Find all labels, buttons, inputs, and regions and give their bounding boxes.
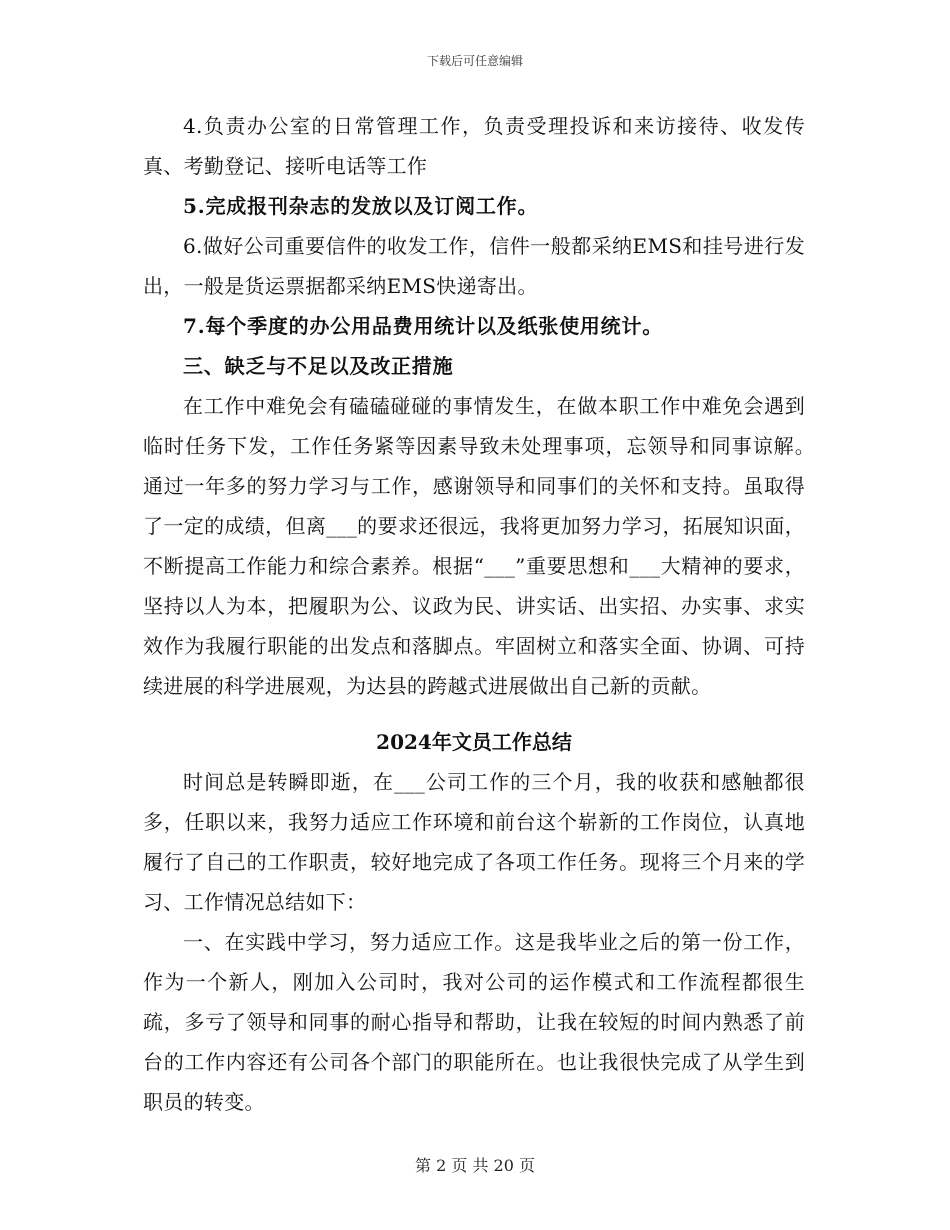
paragraph-item-7: 7.每个季度的办公用品费用统计以及纸张使用统计。	[183, 314, 664, 338]
document-body	[143, 106, 826, 1122]
paragraph-shortcomings-body: 在工作中难免会有磕磕碰碰的事情发生，在做本职工作中难免会遇到临时任务下发，工作任务紧等因素导致未处理事项，忘领导和同事谅解。 通过一年多的努力学习与工作，感谢领导和同事们的关怀和支持。虽取得了一定的成绩，但离___的要求还很远，我将更加努力学习，拓展知识面，不断提高工作能力和综合素养。根据“___”重要思想和___大精神的要求，坚持以人为本，把履职为公、议政为民、讲实话、出实招、办实事、求实效作为我履行职能的出发点和落脚点。牢固树立和落实全面、协调、可持续进展的科学进展观，为达县的跨越式进展做出自己新的贡献。	[143, 394, 826, 698]
paragraph-item-6: 6.做好公司重要信件的收发工作，信件一般都采纳EMS和挂号进行发出，一般是货运票据都采纳EMS快递寄出。	[143, 234, 805, 298]
page-header-note: 下载后可任意编辑	[426, 54, 523, 68]
paragraph-item-4: 4.负责办公室的日常管理工作，负责受理投诉和来访接待、收发传真、考勤登记、接听电话等工作	[143, 114, 805, 178]
page-number-footer: 第 2 页 共 20 页	[415, 1156, 535, 1175]
paragraph-summary-intro: 时间总是转瞬即逝，在___公司工作的三个月，我的收获和感触都很多，任职以来，我努力适应工作环境和前台这个崭新的工作岗位，认真地履行了自己的工作职责，较好地完成了各项工作任务。现将三个月来的学习、工作情况总结如下：	[143, 770, 805, 914]
paragraph-summary-part-1: 一、在实践中学习，努力适应工作。这是我毕业之后的第一份工作，作为一个新人，刚加入公司时，我对公司的运作模式和工作流程都很生疏，多亏了领导和同事的耐心指导和帮助，让我在较短的时间内熟悉了前台的工作内容还有公司各个部门的职能所在。也让我很快完成了从学生到职员的转变。	[143, 930, 805, 1114]
section-heading-shortcomings: 三、缺乏与不足以及改正措施	[183, 354, 454, 378]
document-section-title: 2024年文员工作总结	[376, 730, 572, 754]
paragraph-item-5: 5.完成报刊杂志的发放以及订阅工作。	[183, 194, 539, 218]
